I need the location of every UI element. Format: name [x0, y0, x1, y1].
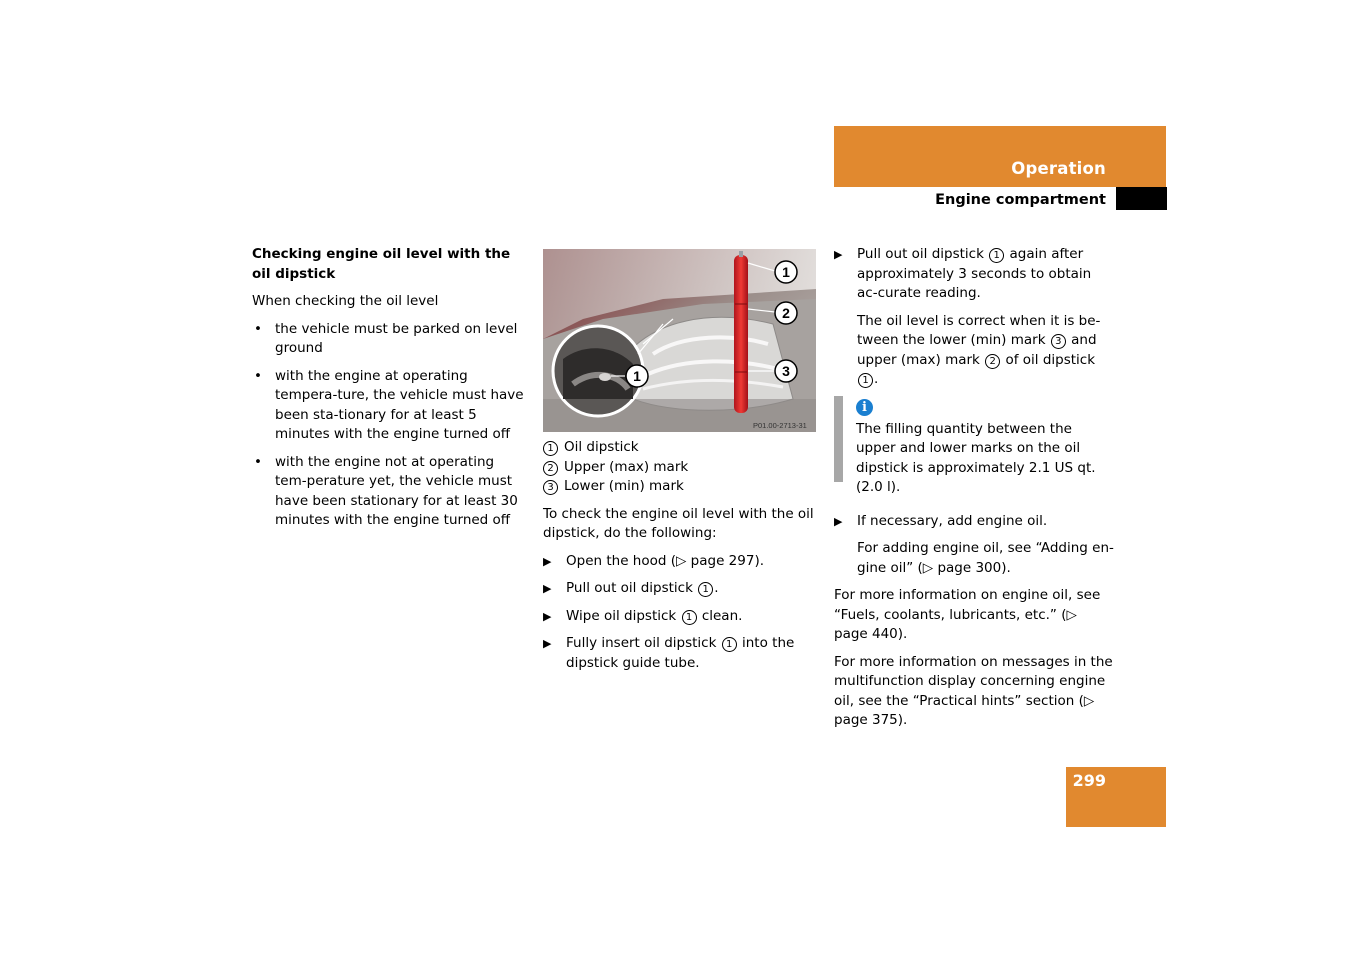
step-arrow-icon: ▶ [834, 514, 843, 528]
column-middle [543, 245, 823, 681]
info-bar [834, 396, 843, 482]
subsection-marker [1116, 187, 1167, 210]
step-arrow-icon: ▶ [543, 554, 552, 568]
step-add-oil: ▶ If necessary, add engine oil. [834, 512, 1114, 532]
step-arrow-icon: ▶ [543, 582, 552, 595]
step-pull-again: ▶ Pull out oil dipstick 1 again after approximately 3 seconds to obtain ac-curate reading. [834, 246, 1092, 301]
legend-item-1: 1 Oil dipstick [543, 438, 823, 458]
legend-item-2: 2 Upper (max) mark [543, 458, 823, 478]
step-open-hood: ▶ Open the hood (▷ page 297). [543, 552, 823, 572]
bullet-icon: • [254, 453, 262, 470]
list-item: • with the engine not at operating tem-perature yet, the vehicle must have been stationary for at least 30 minutes with the engine turned off [254, 453, 518, 528]
column-left [252, 245, 527, 539]
svg-text:1: 1 [782, 264, 790, 280]
callout-1-top [775, 261, 797, 283]
bullet-icon: • [254, 367, 262, 384]
steps-intro: To check the engine oil level with the oil dipstick, do the following: [543, 505, 814, 541]
step-arrow-icon: ▶ [543, 609, 552, 623]
page-number: 299 [1072, 771, 1106, 790]
level-correct-note: The oil level is correct when it is be-tween the lower (min) mark 3 and upper (max) mark 2 of oil dipstick 1 . [857, 312, 1101, 387]
step-insert-dipstick: ▶ Fully insert oil dipstick 1 into the dipstick guide tube. [543, 635, 795, 671]
page-number-box [1066, 767, 1166, 827]
section-title: Operation [1011, 159, 1106, 178]
svg-text:3: 3 [782, 363, 790, 379]
add-oil-note: For adding engine oil, see “Adding en-gine oil” (▷ page 300). [857, 540, 1114, 576]
step-wipe-dipstick: ▶ Wipe oil dipstick 1 clean. [543, 607, 823, 627]
list-item: • the vehicle must be parked on level ground [254, 320, 518, 356]
info-box [834, 398, 1114, 498]
more-info-fuels: For more information on engine oil, see “Fuels, coolants, lubricants, etc.” (▷ page 440). [834, 587, 1101, 642]
svg-text:2: 2 [782, 305, 790, 321]
callout-3 [775, 360, 797, 382]
engine-photo [543, 249, 816, 432]
column-right [834, 245, 1114, 739]
more-info-messages: For more information on messages in the multifunction display concerning engine oil, see the “Practical hints” section (▷ page 375). [834, 653, 1113, 728]
callout-1-inset [626, 365, 648, 387]
legend-item-3: 3 Lower (min) mark [543, 477, 823, 497]
callout-2 [775, 302, 797, 324]
photo-code: P01.00-2713-31 [753, 421, 807, 430]
step-arrow-icon: ▶ [834, 248, 843, 261]
svg-text:1: 1 [633, 368, 641, 384]
procedure-heading: Checking engine oil level with the oil dipstick [252, 246, 511, 282]
subsection-title: Engine compartment [935, 192, 1106, 208]
info-icon: i [856, 399, 873, 416]
list-item: • with the engine at operating tempera-ture, the vehicle must have been sta-tionary for at least 5 minutes with the engine turned off [254, 367, 524, 442]
step-arrow-icon: ▶ [543, 637, 552, 650]
engine-illustration [543, 249, 816, 432]
header-section-bar [834, 126, 1166, 187]
bullet-icon: • [254, 320, 262, 337]
conditions-list [252, 320, 527, 531]
info-text: The filling quantity between the upper and lower marks on the oil dipstick is approximately 2.1 US qt. (2.0 l). [856, 420, 1096, 495]
step-pull-dipstick: ▶ Pull out oil dipstick 1 . [543, 579, 823, 599]
intro-text: When checking the oil level [252, 293, 439, 309]
